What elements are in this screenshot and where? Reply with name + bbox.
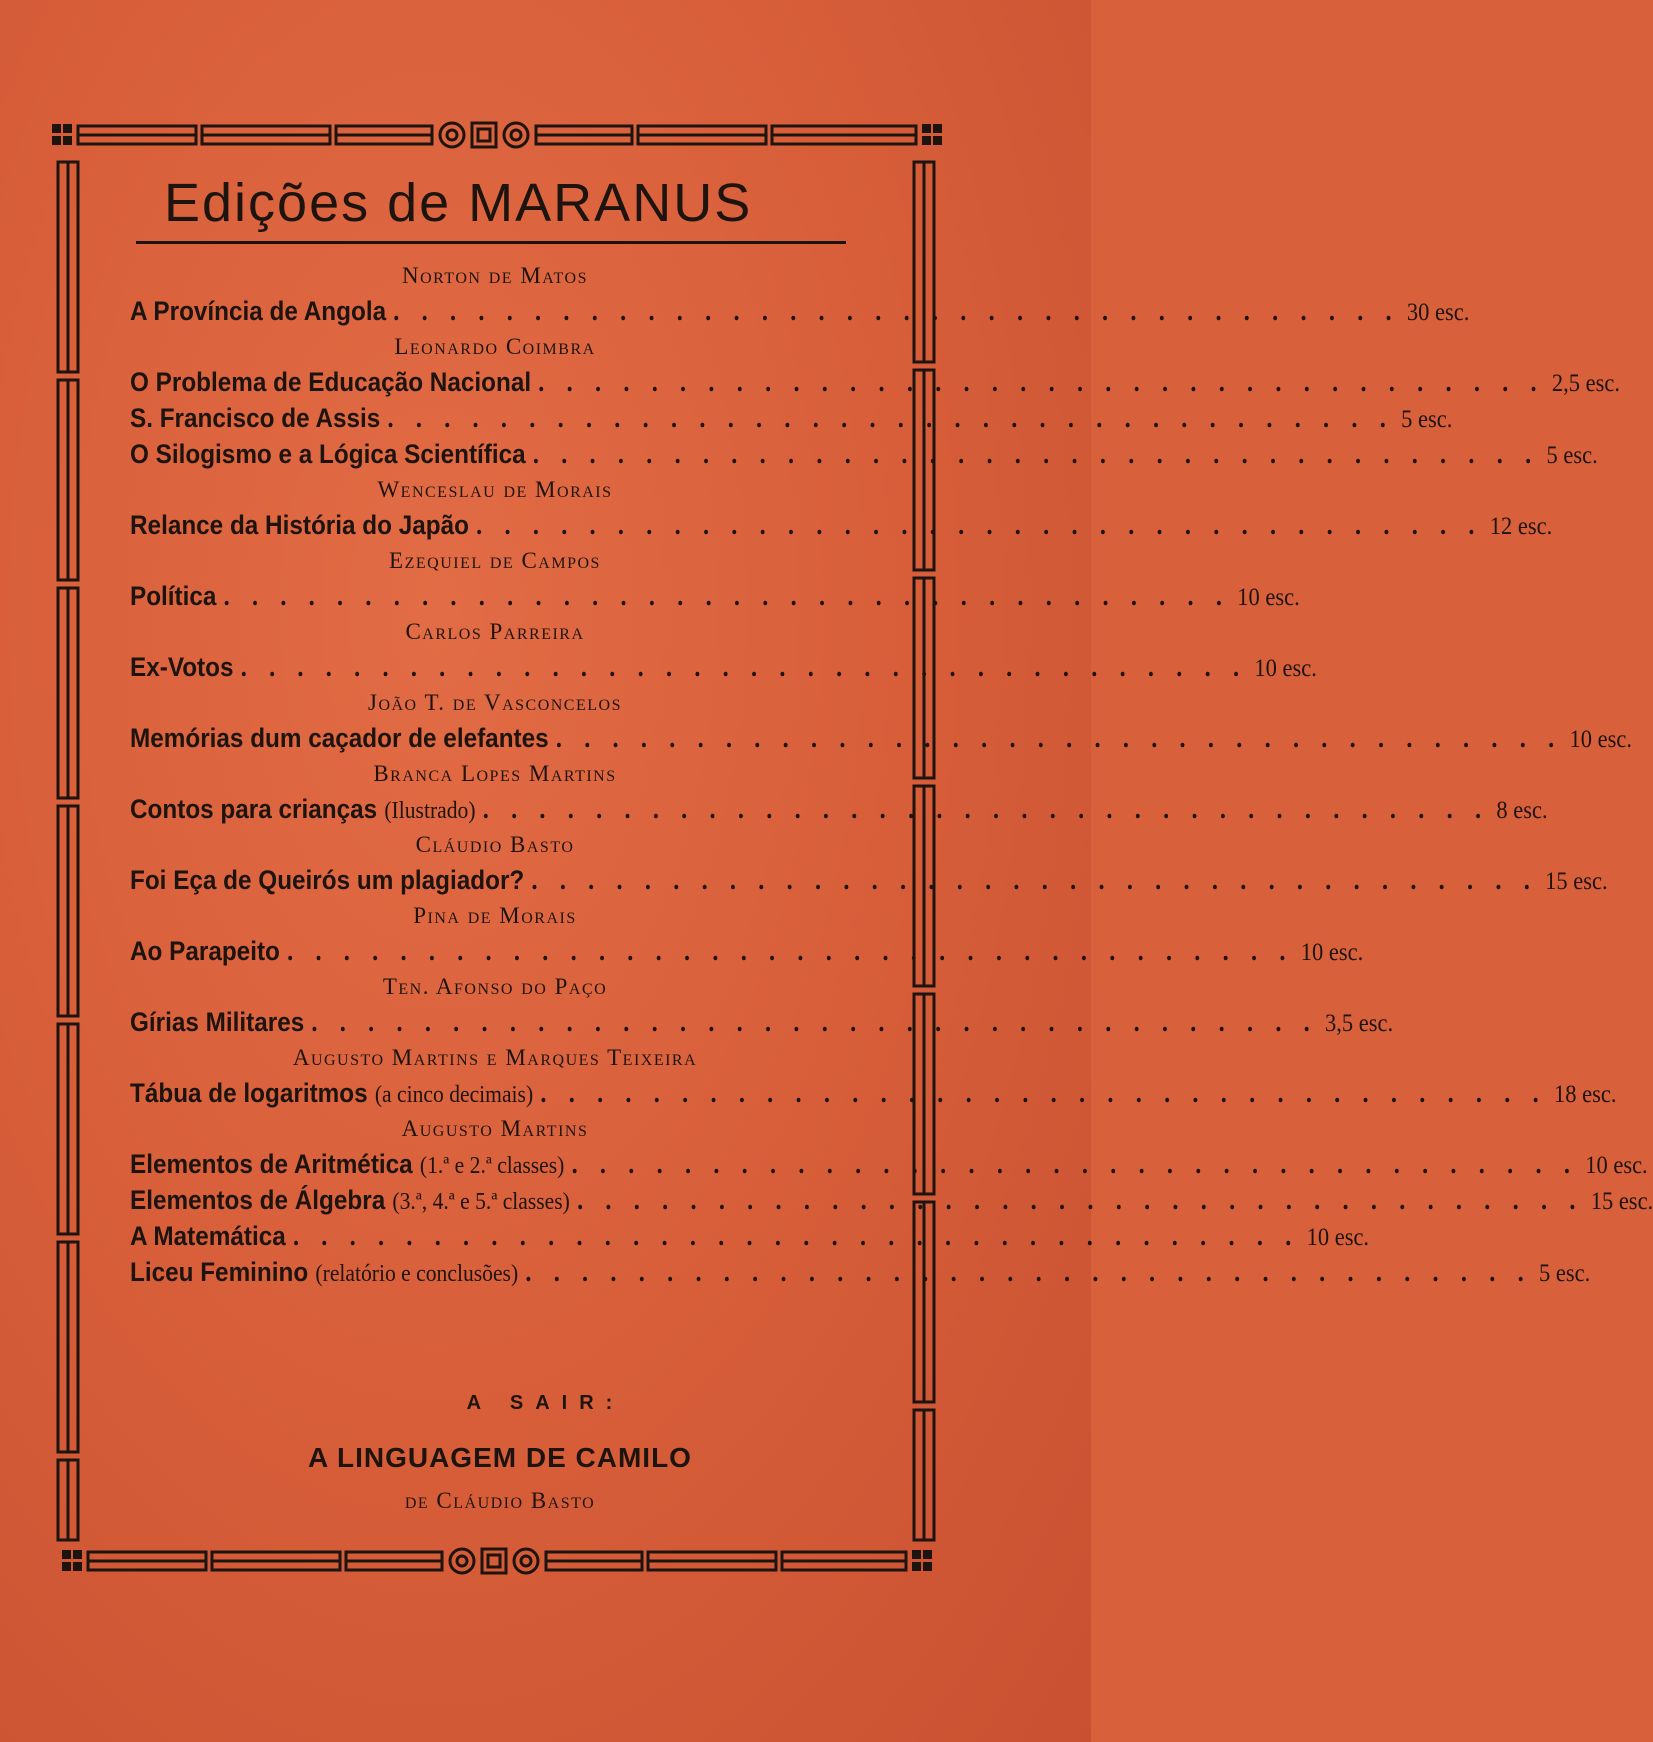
book-title: Memórias dum caçador de elefantes [130, 723, 549, 753]
book-entry [130, 862, 1608, 898]
book-entry [130, 400, 1453, 436]
dot-leader: . . . . . . . . . . . . . . . . . . . . . . . . . . . . . . . . . . . . [555, 723, 1563, 753]
dot-leader: . . . . . . . . . . . . . . . . . . . . . . . . . . . . . . . . . . . . [540, 1078, 1547, 1108]
book-price: 10 esc. [1300, 939, 1364, 966]
book-price: 5 esc. [1538, 1260, 1591, 1287]
dot-leader: . . . . . . . . . . . . . . . . . . . . . . . . . . . . . . . . . . . . [223, 581, 1231, 611]
book-title: Elementos de Aritmética [130, 1149, 413, 1179]
author-name: João T. de Vasconcelos [368, 690, 622, 715]
forthcoming-title: A LINGUAGEM DE CAMILO [308, 1442, 692, 1473]
book-entry [130, 1075, 1617, 1111]
dot-leader: . . . . . . . . . . . . . . . . . . . . . . . . . . . . . . . . . . . . [525, 1257, 1532, 1287]
dot-leader: . . . . . . . . . . . . . . . . . . . . . . . . . . . . . . . . . . . . [571, 1149, 1579, 1179]
dot-leader: . . . . . . . . . . . . . . . . . . . . . . . . . . . . . . . . . . . . [476, 510, 1483, 540]
book-title: Gírias Militares [130, 1007, 305, 1037]
book-price: 30 esc. [1406, 299, 1470, 326]
book-title: Política [130, 581, 217, 611]
dot-leader: . . . . . . . . . . . . . . . . . . . . . . . . . . . . . . . . . . . . [387, 403, 1394, 433]
author-name: Ezequiel de Campos [389, 548, 601, 573]
page-title: Edições de MARANUS [164, 173, 753, 233]
book-entry [130, 1146, 1648, 1182]
book-title: Contos para crianças [130, 794, 378, 824]
dot-leader: . . . . . . . . . . . . . . . . . . . . . . . . . . . . . . . . . . . . [538, 367, 1545, 397]
dot-leader: . . . . . . . . . . . . . . . . . . . . . . . . . . . . . . . . . . . . [532, 439, 1540, 469]
author-name: Augusto Martins [401, 1116, 589, 1141]
book-title: O Silogismo e a Lógica Scientífica [130, 439, 526, 469]
book-entry [130, 293, 1470, 329]
book-entry [130, 1004, 1394, 1040]
book-title: Ex-Votos [130, 652, 234, 682]
book-title: O Problema de Educação Nacional [130, 367, 532, 397]
author-name: Ten. Afonso do Paço [382, 974, 608, 999]
book-title: Liceu Feminino [130, 1257, 309, 1287]
author-name: Wenceslau de Morais [377, 477, 613, 502]
author-name: Leonardo Coimbra [394, 334, 596, 359]
book-price: 3,5 esc. [1325, 1010, 1394, 1037]
book-price: 10 esc. [1569, 726, 1632, 753]
book-title: Tábua de logaritmos [130, 1078, 368, 1108]
catalog-list [130, 258, 1653, 1290]
dot-leader: . . . . . . . . . . . . . . . . . . . . . . . . . . . . . . . . . . . . [577, 1185, 1584, 1215]
book-entry [130, 578, 1300, 614]
left-ornamental-border [54, 158, 82, 1544]
book-title: A Província de Angola [130, 296, 387, 326]
book-title: S. Francisco de Assis [130, 403, 381, 433]
book-entry [130, 1182, 1653, 1218]
book-entry [130, 436, 1598, 472]
book-price: 10 esc. [1585, 1152, 1648, 1179]
book-price: 10 esc. [1237, 584, 1300, 611]
bottom-ornamental-border [52, 1546, 944, 1582]
book-price: 15 esc. [1545, 868, 1608, 895]
book-entry [130, 791, 1548, 827]
book-entry [130, 364, 1621, 400]
book-price: 5 esc. [1546, 442, 1598, 469]
title-underline [136, 241, 846, 244]
book-title: Foi Eça de Queirós um plagiador? [130, 865, 525, 895]
dot-leader: . . . . . . . . . . . . . . . . . . . . . . . . . . . . . . . . . . . . [311, 1007, 1318, 1037]
book-entry [130, 649, 1317, 685]
dot-leader: . . . . . . . . . . . . . . . . . . . . . . . . . . . . . . . . . . . . [393, 296, 1400, 326]
book-title: Relance da História do Japão [130, 510, 469, 540]
book-price: 18 esc. [1553, 1081, 1617, 1108]
book-note: (3.ª, 4.ª e 5.ª classes) [392, 1189, 570, 1215]
forthcoming-author: de Cláudio Basto [404, 1488, 596, 1513]
author-name: Norton de Matos [402, 263, 588, 288]
book-title: Ao Parapeito [130, 936, 280, 966]
author-name: Branca Lopes Martins [373, 761, 617, 786]
book-note: (1.ª e 2.ª classes) [419, 1153, 565, 1179]
dot-leader: . . . . . . . . . . . . . . . . . . . . . . . . . . . . . . . . . . . . [287, 936, 1294, 966]
book-price: 15 esc. [1590, 1188, 1653, 1215]
book-price: 12 esc. [1489, 513, 1553, 540]
book-price: 10 esc. [1306, 1224, 1370, 1251]
book-price: 10 esc. [1254, 655, 1317, 682]
book-entry [130, 1218, 1370, 1254]
book-price: 2,5 esc. [1551, 370, 1621, 397]
forthcoming-label: A SAIR: [466, 1392, 625, 1414]
book-note: (Ilustrado) [384, 798, 476, 824]
dot-leader: . . . . . . . . . . . . . . . . . . . . . . . . . . . . . . . . . . . . [531, 865, 1538, 895]
author-name: Carlos Parreira [405, 619, 585, 644]
book-note: (a cinco decimais) [374, 1082, 534, 1108]
book-price: 8 esc. [1496, 797, 1548, 824]
author-name: Cláudio Basto [415, 832, 575, 857]
book-price: 5 esc. [1401, 406, 1453, 433]
author-name: Pina de Morais [413, 903, 577, 928]
author-name: Augusto Martins e Marques Teixeira [292, 1045, 698, 1070]
top-ornamental-border [52, 120, 944, 156]
dot-leader: . . . . . . . . . . . . . . . . . . . . . . . . . . . . . . . . . . . . [292, 1221, 1300, 1251]
book-entry [130, 720, 1632, 756]
book-note: (relatório e conclusões) [315, 1261, 519, 1287]
book-entry [130, 507, 1553, 543]
book-entry [130, 1254, 1591, 1290]
dot-leader: . . . . . . . . . . . . . . . . . . . . . . . . . . . . . . . . . . . . [240, 652, 1248, 682]
book-title: Elementos de Álgebra [130, 1185, 386, 1215]
book-title: A Matemática [130, 1221, 286, 1251]
dot-leader: . . . . . . . . . . . . . . . . . . . . . . . . . . . . . . . . . . . . [482, 794, 1490, 824]
book-entry [130, 933, 1364, 969]
